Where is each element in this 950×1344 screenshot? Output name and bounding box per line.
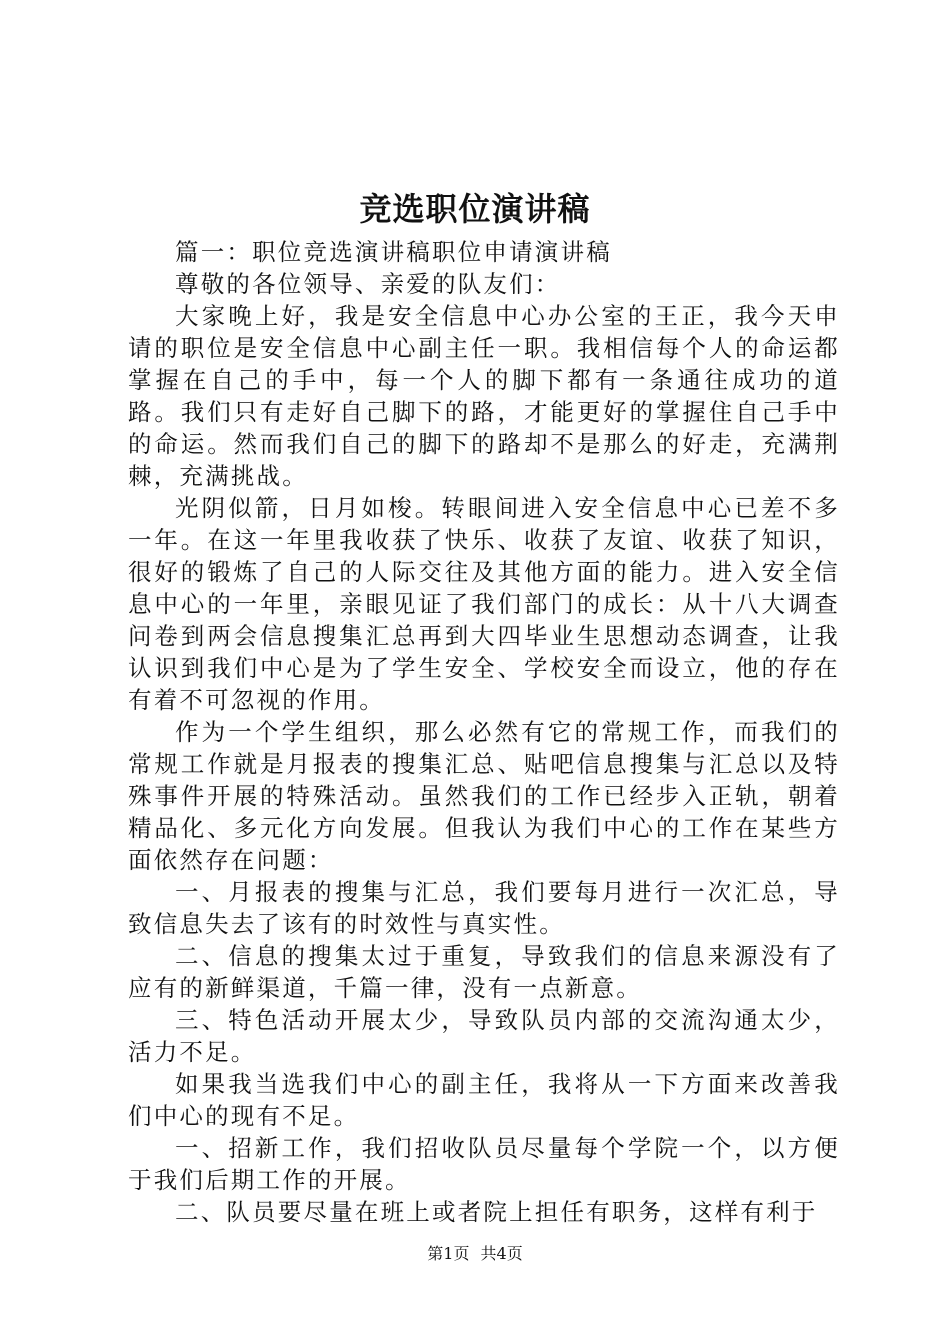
paragraph: 二、信息的搜集太过于重复，导致我们的信息来源没有了应有的新鲜渠道，千篇一律，没有一点新意。	[128, 942, 840, 1002]
paragraph: 作为一个学生组织，那么必然有它的常规工作，而我们的常规工作就是月报表的搜集汇总、贴吧信息搜集与汇总以及特殊事件开展的特殊活动。虽然我们的工作已经步入正轨，朝着精品化、多元化方向发展。但我认为我们中心的工作在某些方面依然存在问题：	[128, 718, 840, 874]
page-number: 第1页	[427, 1244, 470, 1263]
paragraph: 一、招新工作，我们招收队员尽量每个学院一个，以方便于我们后期工作的开展。	[128, 1134, 840, 1194]
page-footer	[0, 1242, 950, 1266]
page-total: 共4页	[480, 1244, 523, 1263]
paragraph: 光阴似箭，日月如梭。转眼间进入安全信息中心已差不多一年。在这一年里我收获了快乐、收获了友谊、收获了知识，很好的锻炼了自己的人际交往及其他方面的能力。进入安全信息中心的一年里，亲眼见证了我们部门的成长：从十八大调查问卷到两会信息搜集汇总再到大四毕业生思想动态调查，让我认识到我们中心是为了学生安全、学校安全而设立，他的存在有着不可忽视的作用。	[128, 494, 840, 714]
paragraph: 一、月报表的搜集与汇总，我们要每月进行一次汇总，导致信息失去了该有的时效性与真实性。	[128, 878, 840, 938]
paragraph: 大家晚上好，我是安全信息中心办公室的王正，我今天申请的职位是安全信息中心副主任一职。我相信每个人的命运都掌握在自己的手中，每一个人的脚下都有一条通往成功的道路。我们只有走好自己脚下的路，才能更好的掌握住自己手中的命运。然而我们自己的脚下的路却不是那么的好走，充满荆棘，充满挑战。	[128, 302, 840, 490]
paragraph: 尊敬的各位领导、亲爱的队友们：	[175, 270, 561, 298]
paragraph: 三、特色活动开展太少，导致队员内部的交流沟通太少，活力不足。	[128, 1006, 840, 1066]
document-body	[128, 236, 840, 1228]
paragraph: 如果我当选我们中心的副主任，我将从一下方面来改善我们中心的现有不足。	[128, 1070, 840, 1130]
paragraph: 二、队员要尽量在班上或者院上担任有职务，这样有利于	[175, 1198, 818, 1226]
document-title: 竞选职位演讲稿	[359, 190, 591, 228]
paragraph: 篇一：职位竞选演讲稿职位申请演讲稿	[175, 238, 612, 266]
